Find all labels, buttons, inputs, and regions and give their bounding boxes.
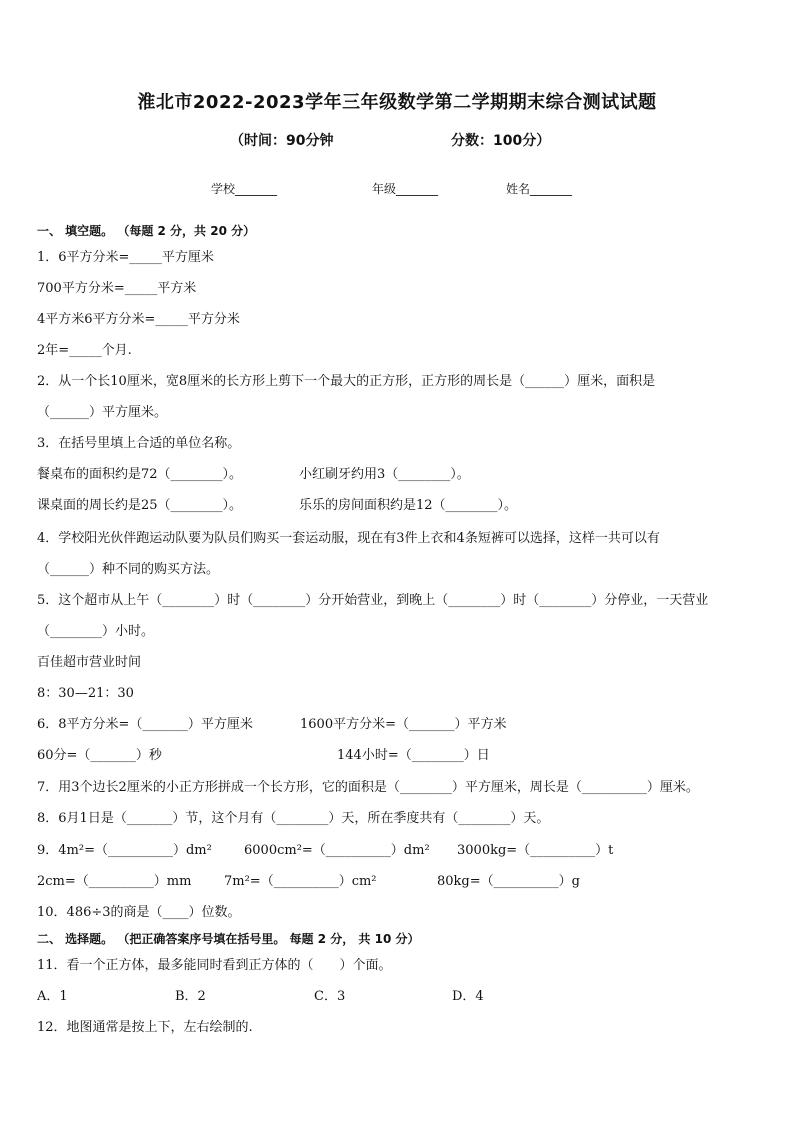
name-field: 姓名_______ [506, 182, 573, 196]
section-heading-fill: 一、 填空题。 （每题 2 分，共 20 分） [37, 224, 256, 238]
option-c: C．3 [314, 989, 346, 1004]
question-9b3: 80kg=（__________）g [437, 874, 580, 889]
page-title: 淮北市2022-2023学年三年级数学第二学期期末综合测试试题 [137, 92, 657, 113]
question-1b: 700平方分米=_____平方米 [37, 281, 197, 296]
question-6a2: 1600平方分米=（_______）平方米 [300, 717, 507, 732]
question-9b1: 2cm=（__________）mm [37, 874, 192, 889]
question-3c1: 课桌面的周长约是25（________）。 [37, 498, 243, 513]
question-7a: 7．用3个边长2厘米的小正方形拼成一个长方形，它的面积是（________）平方厘米，周长是（__________）厘米。 [37, 780, 699, 795]
question-3b1: 餐桌布的面积约是72（________）。 [37, 467, 243, 482]
question-3b2: 小红刷牙约用3（________）。 [299, 467, 470, 482]
question-5d: 8：30—21：30 [37, 686, 134, 701]
question-6b1: 60分=（_______）秒 [37, 748, 162, 763]
question-12a: 12．地图通常是按上下，左右绘制的. [37, 1020, 253, 1035]
question-6b2: 144小时=（________）日 [337, 748, 490, 763]
school-field: 学校_______ [211, 182, 278, 196]
exam-time: （时间：90分钟 [230, 133, 334, 149]
section-heading-choice: 二、 选择题。 （把正确答案序号填在括号里。 每题 2 分， 共 10 分） [37, 932, 420, 946]
question-8a: 8．6月1日是（_______）节，这个月有（________）天，所在季度共有（________）天。 [37, 811, 550, 826]
grade-field: 年级_______ [372, 182, 439, 196]
question-5b: （________）小时。 [37, 624, 155, 639]
question-1a: 1．6平方分米=_____平方厘米 [37, 250, 214, 265]
question-9a3: 3000kg=（__________）t [457, 843, 614, 858]
question-2a: 2．从一个长10厘米，宽8厘米的长方形上剪下一个最大的正方形，正方形的周长是（______）厘米，面积是 [37, 374, 656, 389]
question-3a: 3．在括号里填上合适的单位名称。 [37, 436, 241, 451]
option-a: A．1 [37, 989, 68, 1004]
question-9a1: 9．4m²=（__________）dm² [37, 843, 212, 858]
question-9b2: 7m²=（__________）cm² [224, 874, 377, 889]
question-1d: 2年=_____个月. [37, 343, 132, 358]
question-5c: 百佳超市营业时间 [37, 655, 142, 670]
question-3c2: 乐乐的房间面积约是12（________）。 [299, 498, 518, 513]
question-9a2: 6000cm²=（__________）dm² [244, 843, 430, 858]
option-b: B．2 [175, 989, 206, 1004]
option-d: D．4 [452, 989, 484, 1004]
question-1c: 4平方米6平方分米=_____平方分米 [37, 312, 240, 327]
exam-score: 分数：100分） [451, 133, 551, 149]
question-4a: 4．学校阳光伙伴跑运动队要为队员们购买一套运动服，现在有3件上衣和4条短裤可以选择，这样一共可以有 [37, 531, 660, 546]
question-11a: 11．看一个正方体，最多能同时看到正方体的（ ）个面。 [37, 958, 392, 973]
question-6a1: 6．8平方分米=（_______）平方厘米 [37, 717, 253, 732]
question-2b: （______）平方厘米。 [37, 405, 168, 420]
question-10a: 10．486÷3的商是（____）位数。 [37, 905, 241, 920]
question-5a: 5．这个超市从上午（________）时（________）分开始营业，到晚上（________）时（________）分停业，一天营业 [37, 593, 709, 608]
question-4b: （______）种不同的购买方法。 [37, 562, 220, 577]
